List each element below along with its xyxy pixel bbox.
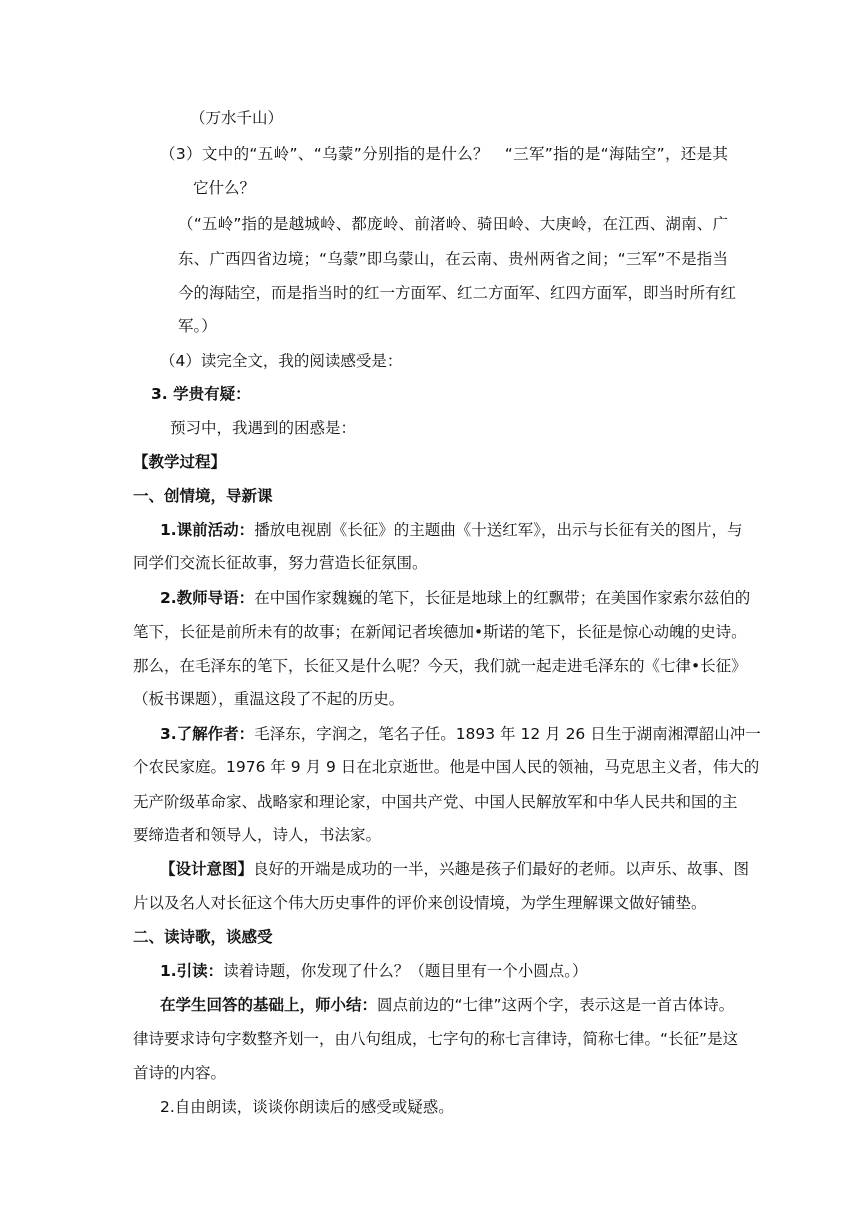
design-intent-line2: 片以及名人对长征这个伟大历史事件的评价来创设情境，为学生理解课文做好铺垫。: [133, 894, 707, 912]
part-2-summary-line2: 律诗要求诗句字数整齐划一，由八句组成，七字句的称七言律诗，简称七律。“长征”是这: [133, 1030, 739, 1048]
question-3-answer-line4: 军。）: [178, 317, 217, 335]
part-1-item-2-line1: [160, 587, 751, 609]
question-3-answer-line1: （“五岭”指的是越城岭、都庞岭、前渚岭、骑田岭、大庚岭，在江西、湖南、广: [178, 215, 728, 233]
part-2-heading: 二、读诗歌，谈感受: [133, 928, 273, 946]
item-label: 1.引读：: [160, 962, 224, 980]
part-1-item-1-line1: [160, 519, 743, 541]
summary-label: 在学生回答的基础上，师小结：: [160, 996, 378, 1014]
part-2-summary-line3: 首诗的内容。: [133, 1064, 227, 1082]
item-text: 在中国作家魏巍的笔下，长征是地球上的红飘带；在美国作家索尔兹伯的: [254, 589, 751, 607]
design-intent-label: 【设计意图】: [160, 860, 254, 878]
item-text: 毛泽东，字润之，笔名子任。1893 年 12 月 26 日生于湖南湘潭韶山冲一: [254, 725, 761, 743]
part-1-item-3-line3: 无产阶级革命家、战略家和理论家，中国共产党、中国人民解放军和中华人民共和国的主: [133, 793, 738, 811]
part-2-summary-line1: [160, 994, 735, 1016]
part-2-item-2: 2.自由朗读，谈谈你朗读后的感受或疑惑。: [160, 1098, 454, 1116]
question-3-answer-line3: 今的海陆空，而是指当时的红一方面军、红二方面军、红四方面军，即当时所有红: [178, 284, 737, 302]
part-1-item-3-line1: [160, 723, 761, 745]
item-text: 播放电视剧《长征》的主题曲《十送红军》，出示与长征有关的图片，与: [254, 521, 743, 539]
design-intent-line1: [160, 858, 750, 880]
part-1-item-2-line4: （板书课题），重温这段了不起的历史。: [133, 690, 405, 708]
question-3-line1: （3）文中的“五岭”、“乌蒙”分别指的是什么？ “三军”指的是“海陆空”，还是其: [160, 145, 728, 163]
part-2-item-1: [160, 960, 587, 982]
item-label: 3.了解作者：: [160, 725, 255, 743]
teaching-process-heading: 【教学过程】: [133, 453, 227, 471]
part-1-heading: 一、创情境，导新课: [133, 487, 273, 505]
part-1-item-3-line2: 个农民家庭。1976 年 9 月 9 日在北京逝世。他是中国人民的领袖，马克思主义者，伟大的: [133, 758, 760, 776]
question-3-line2: 它什么？: [193, 179, 256, 197]
item-label: 2.教师导语：: [160, 589, 255, 607]
part-1-item-2-line3: 那么，在毛泽东的笔下，长征又是什么呢？今天，我们就一起走进毛泽东的《七律•长征》: [133, 657, 747, 675]
item-text: 读着诗题，你发现了什么？（题目里有一个小圆点。）: [223, 962, 588, 980]
part-1-item-2-line2: 笔下，长征是前所未有的故事；在新闻记者埃德加•斯诺的笔下，长征是惊心动魄的史诗。: [133, 623, 747, 641]
question-4: （4）读完全文，我的阅读感受是：: [160, 352, 403, 370]
question-3-answer-line2: 东、广西四省边境；“乌蒙”即乌蒙山，在云南、贵州两省之间；“三军”不是指当: [178, 250, 728, 268]
section-3-text: 预习中，我遇到的困惑是：: [170, 419, 357, 437]
summary-text: 圆点前边的“七律”这两个字，表示这是一首古体诗。: [377, 996, 735, 1014]
part-1-item-3-line4: 要缔造者和领导人，诗人，书法家。: [133, 826, 382, 844]
part-1-item-1-line2: 同学们交流长征故事，努力营造长征氛围。: [133, 554, 428, 572]
section-3-heading: 3. 学贵有疑：: [151, 385, 251, 403]
design-intent-text: 良好的开端是成功的一半，兴趣是孩子们最好的老师。以声乐、故事、图: [253, 860, 750, 878]
item-label: 1.课前活动：: [160, 521, 255, 539]
answer-wanshui: （万水千山）: [190, 109, 284, 127]
